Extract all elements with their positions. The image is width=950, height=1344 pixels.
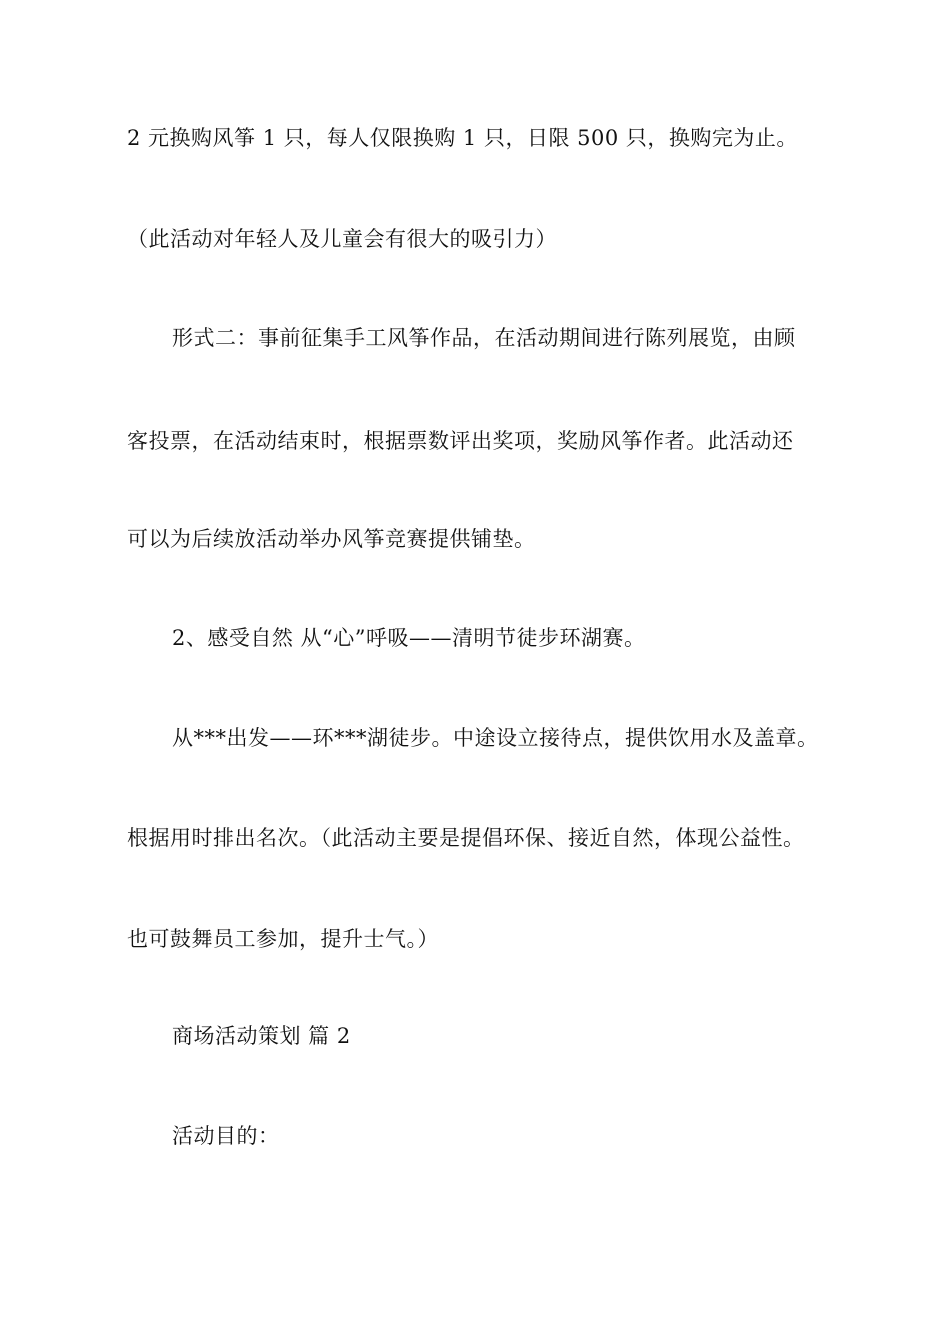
paragraph-line: （此活动对年轻人及儿童会有很大的吸引力） bbox=[127, 227, 557, 251]
paragraph-line: 2 元换购风筝 1 只，每人仅限换购 1 只，日限 500 只，换购完为止。 bbox=[127, 126, 798, 150]
section-title: 商场活动策划 篇 2 bbox=[172, 1024, 351, 1048]
paragraph-line: 也可鼓舞员工参加，提升士气。） bbox=[127, 927, 439, 951]
paragraph-line: 客投票，在活动结束时，根据票数评出奖项，奖励风筝作者。此活动还 bbox=[127, 429, 794, 453]
paragraph-line: 从***出发——环***湖徒步。中途设立接待点，提供饮用水及盖章。 bbox=[172, 726, 819, 750]
subsection-heading: 活动目的： bbox=[172, 1124, 280, 1148]
paragraph-line: 可以为后续放活动举办风筝竞赛提供铺垫。 bbox=[127, 527, 536, 551]
section-heading: 2、感受自然 从“心”呼吸——清明节徒步环湖赛。 bbox=[172, 626, 646, 650]
paragraph-line: 形式二：事前征集手工风筝作品，在活动期间进行陈列展览，由顾 bbox=[172, 326, 796, 350]
paragraph-line: 根据用时排出名次。（此活动主要是提倡环保、接近自然，体现公益性。 bbox=[127, 826, 805, 850]
